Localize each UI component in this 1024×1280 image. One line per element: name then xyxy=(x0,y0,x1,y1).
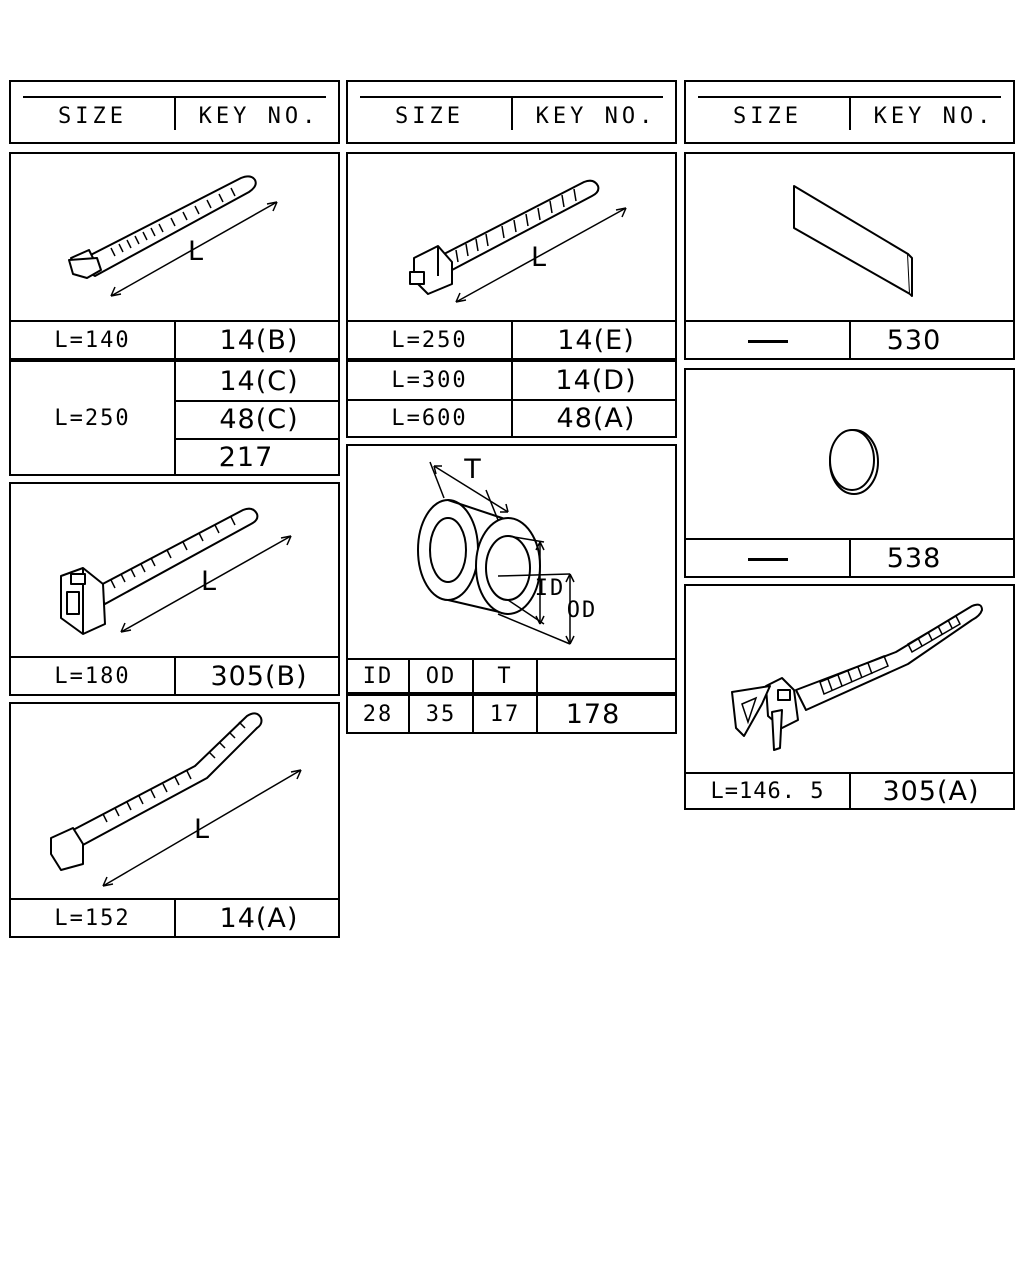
dimension-label-l: L xyxy=(193,813,211,845)
size-value: L=250 xyxy=(54,405,131,431)
dimension-label-l: L xyxy=(187,235,205,267)
size-value: L=600 xyxy=(391,406,468,431)
size-value: L=152 xyxy=(54,905,131,931)
size-value: L=250 xyxy=(391,327,468,353)
tie-d-row xyxy=(346,320,677,360)
key-number: 178 xyxy=(565,698,621,730)
disc-row xyxy=(684,538,1015,578)
dimension-label-l: L xyxy=(200,565,218,597)
header-key-label: KEY NO. xyxy=(873,103,995,129)
key-number: 217 xyxy=(218,441,274,473)
size-value-dash xyxy=(686,322,849,358)
header-col3 xyxy=(684,80,1015,144)
tie-d-rows xyxy=(346,360,677,438)
grommet-value-od: 35 xyxy=(425,701,457,727)
size-value: L=140 xyxy=(54,327,131,353)
tie-a-row xyxy=(9,320,340,360)
header-col2 xyxy=(346,80,677,144)
size-value: L=300 xyxy=(391,368,468,393)
tie-b-row xyxy=(9,656,340,696)
header-col1 xyxy=(9,80,340,144)
size-dash xyxy=(748,558,788,561)
dimension-label-l: L xyxy=(530,241,548,273)
header-key-label: KEY NO. xyxy=(535,103,657,129)
grommet-value-id: 28 xyxy=(362,701,394,727)
tie-c-row xyxy=(9,898,340,938)
key-number: 538 xyxy=(886,542,942,574)
key-number: 530 xyxy=(886,324,942,356)
size-value: L=146. 5 xyxy=(710,778,825,804)
key-number: 305(A) xyxy=(882,775,980,807)
dimension-label-id: ID xyxy=(534,575,566,601)
header-size-label: SIZE xyxy=(733,103,802,129)
key-number: 14(D) xyxy=(555,365,637,396)
grommet-drawing xyxy=(348,446,679,660)
grommet-panel xyxy=(346,444,677,734)
size-value: L=180 xyxy=(54,663,131,689)
key-number: 14(C) xyxy=(219,365,299,397)
grommet-value-t: 17 xyxy=(489,701,521,727)
size-dash xyxy=(748,340,788,343)
header-size-label: SIZE xyxy=(58,103,127,129)
grommet-header-od: OD xyxy=(425,663,457,689)
dimension-label-t: T xyxy=(464,453,482,485)
key-number: 48(A) xyxy=(556,403,636,434)
header-key-label: KEY NO. xyxy=(198,103,320,129)
key-number: 14(E) xyxy=(557,324,635,356)
plate-row xyxy=(684,320,1015,360)
clip-tie-row xyxy=(684,772,1015,810)
key-number: 305(B) xyxy=(210,660,308,692)
dimension-label-od: OD xyxy=(566,597,598,623)
key-number: 14(A) xyxy=(219,902,299,934)
grommet-header-t: T xyxy=(497,663,513,689)
key-number: 48(C) xyxy=(219,403,299,435)
size-value-dash xyxy=(686,540,849,576)
grommet-header-id: ID xyxy=(362,663,394,689)
tie-a-group xyxy=(9,360,340,476)
key-number: 14(B) xyxy=(219,324,299,356)
header-size-label: SIZE xyxy=(395,103,464,129)
